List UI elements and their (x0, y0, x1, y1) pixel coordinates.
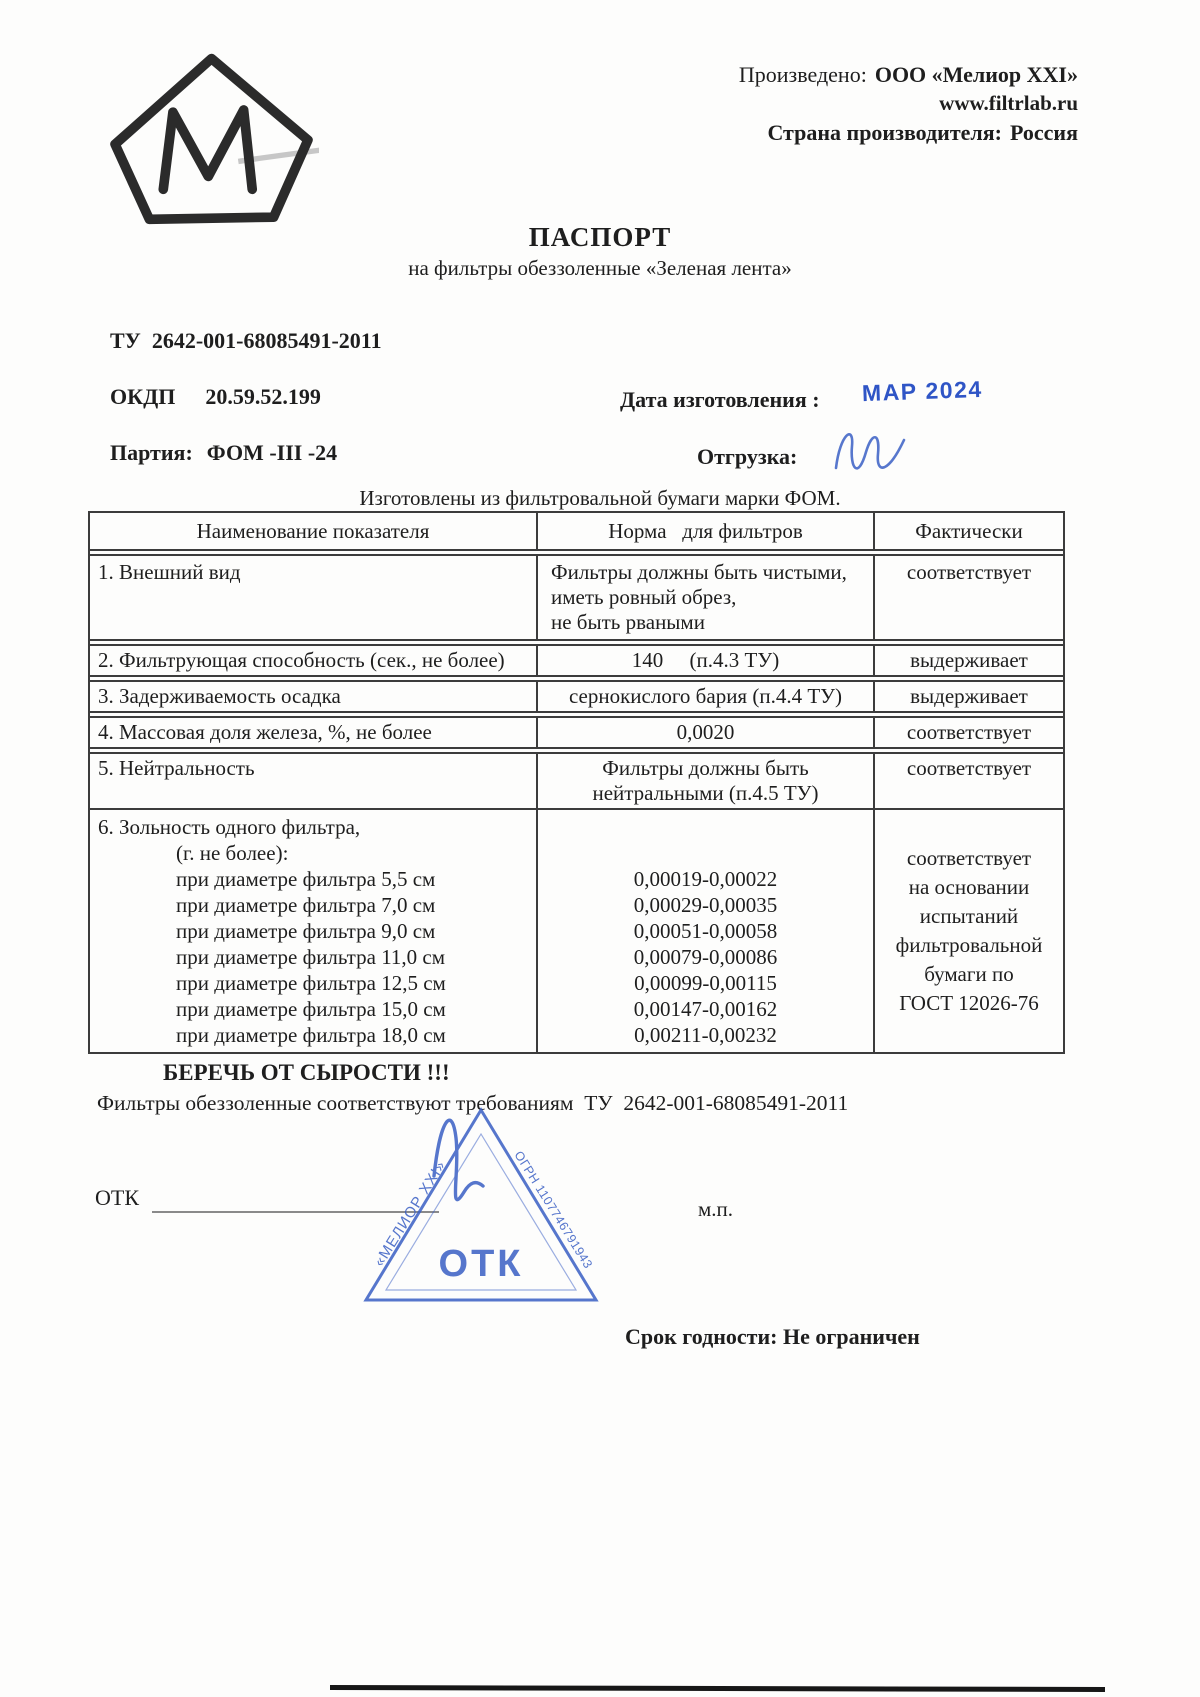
norm-line: Фильтры должны быть (602, 756, 809, 780)
ash-item-value: 0,00147-0,00162 (633, 997, 778, 1021)
conformity-statement: Фильтры обеззоленные соответствуют требованиям ТУ 2642-001-68085491-2011 (97, 1091, 849, 1115)
ash-item-value: 0,00079-0,00086 (633, 945, 778, 969)
row-norm (538, 754, 875, 808)
ash-actual-line: на основании (908, 875, 1030, 899)
otk-label: ОТК (95, 1185, 139, 1210)
norm-line: не быть рваными (551, 610, 705, 634)
ash-item-value: 0,00019-0,00022 (633, 867, 778, 891)
shipment-signature-icon (822, 416, 922, 493)
ash-actual-line: фильтровальной (895, 933, 1043, 957)
tu-number: ТУ 2642-001-68085491-2011 (110, 328, 382, 353)
okdp-line (110, 384, 321, 410)
ash-item-name: при диаметре фильтра 9,0 см (176, 919, 436, 943)
shipment-label: Отгрузка: (697, 444, 798, 469)
row-norm: 0,0020 (538, 718, 875, 747)
norm-line: нейтральными (п.4.5 ТУ) (592, 781, 819, 805)
ash-item-value: 0,00029-0,00035 (633, 893, 778, 917)
table-row (90, 718, 1063, 754)
date-label: Дата изготовления : (620, 387, 820, 412)
batch-value: ФОМ -III -24 (206, 440, 338, 465)
country-value: Россия (1010, 120, 1078, 145)
country-line (739, 118, 1078, 147)
norm-line: Фильтры должны быть чистыми, (551, 560, 847, 584)
ash-actual-line: ГОСТ 12026-76 (899, 991, 1039, 1015)
row-name: 5. Нейтральность (90, 754, 538, 808)
producer-block (739, 60, 1078, 147)
ash-item-name: при диаметре фильтра 5,5 см (176, 867, 436, 891)
row-actual: соответствует (906, 756, 1032, 780)
ash-item-name: при диаметре фильтра 12,5 см (176, 971, 446, 995)
ash-actual-line: соответствует (906, 846, 1032, 870)
ash-subtitle: (г. не более): (176, 841, 289, 865)
mp-label: м.п. (698, 1197, 734, 1221)
ash-actual (875, 810, 1063, 1052)
row-actual: соответствует (906, 560, 1032, 584)
date-stamp: МАР 2024 (861, 375, 984, 407)
row-actual: соответствует (906, 720, 1032, 744)
ash-item-value: 0,00051-0,00058 (633, 919, 778, 943)
row-name: 2. Фильтрующая способность (сек., не более) (90, 646, 538, 675)
shelf-life: Срок годности: Не ограничен (625, 1324, 920, 1349)
row-norm: сернокислого бария (п.4.4 ТУ) (538, 682, 875, 711)
row-norm (538, 556, 875, 639)
stamp-left-text: «МЕЛИОР XXI» (370, 1157, 450, 1270)
row-norm: 140 (п.4.3 ТУ) (538, 646, 875, 675)
country-label: Страна производителя: (767, 120, 1002, 145)
stamp-right-text: ОГРН 1107746791943 (511, 1148, 596, 1272)
row-actual: выдерживает (910, 684, 1028, 708)
batch-label: Партия: (110, 440, 193, 465)
produced-label: Произведено: (738, 62, 867, 87)
ash-names (90, 810, 538, 1052)
ash-item-name: при диаметре фильтра 11,0 см (176, 945, 446, 969)
document-title: ПАСПОРТ (528, 222, 672, 252)
produced-line (739, 60, 1078, 89)
website: www.filtrlab.ru (939, 91, 1078, 115)
otk-stamp-icon (356, 1104, 606, 1314)
table-caption: Изготовлены из фильтровальной бумаги марки ФОМ. (359, 486, 841, 510)
col-header-actual: Фактически (915, 519, 1023, 543)
row-name: 3. Задерживаемость осадка (90, 682, 538, 711)
ash-actual-line: бумаги по (924, 962, 1014, 986)
spec-table (88, 511, 1065, 1054)
table-header-row (90, 513, 1063, 556)
norm-line: иметь ровный обрез, (551, 585, 737, 609)
melior-logo-icon (104, 50, 319, 235)
row-name: 1. Внешний вид (90, 556, 538, 639)
stamp-otk-text: ОТК (438, 1243, 524, 1285)
ash-item-name: при диаметре фильтра 7,0 см (176, 893, 436, 917)
ash-item-name: при диаметре фильтра 18,0 см (176, 1023, 446, 1047)
okdp-value: 20.59.52.199 (205, 384, 321, 409)
table-row (90, 682, 1063, 718)
col-header-name: Наименование показателя (90, 513, 538, 549)
producer-name: ООО «Мелиор XXI» (874, 62, 1078, 87)
ash-item-value: 0,00211-0,00232 (634, 1023, 777, 1047)
ash-actual-line: испытаний (919, 904, 1019, 928)
batch-line (110, 440, 337, 466)
ash-item-name: при диаметре фильтра 15,0 см (176, 997, 446, 1021)
moisture-warning: БЕРЕЧЬ ОТ СЫРОСТИ !!! (163, 1060, 450, 1085)
table-row (90, 754, 1063, 810)
ash-values (538, 810, 875, 1052)
row-actual: выдерживает (910, 648, 1028, 672)
col-header-norm: Норма для фильтров (538, 513, 875, 549)
okdp-label: ОКДП (110, 384, 176, 409)
scan-artifact-line (330, 1685, 1105, 1692)
document-subtitle: на фильтры обеззоленные «Зеленая лента» (408, 256, 792, 280)
row-name: 4. Массовая доля железа, %, не более (90, 718, 538, 747)
table-row (90, 556, 1063, 646)
table-row-ash (90, 810, 1063, 1052)
ash-title: 6. Зольность одного фильтра, (98, 815, 361, 839)
table-row (90, 646, 1063, 682)
ash-item-value: 0,00099-0,00115 (634, 971, 777, 995)
